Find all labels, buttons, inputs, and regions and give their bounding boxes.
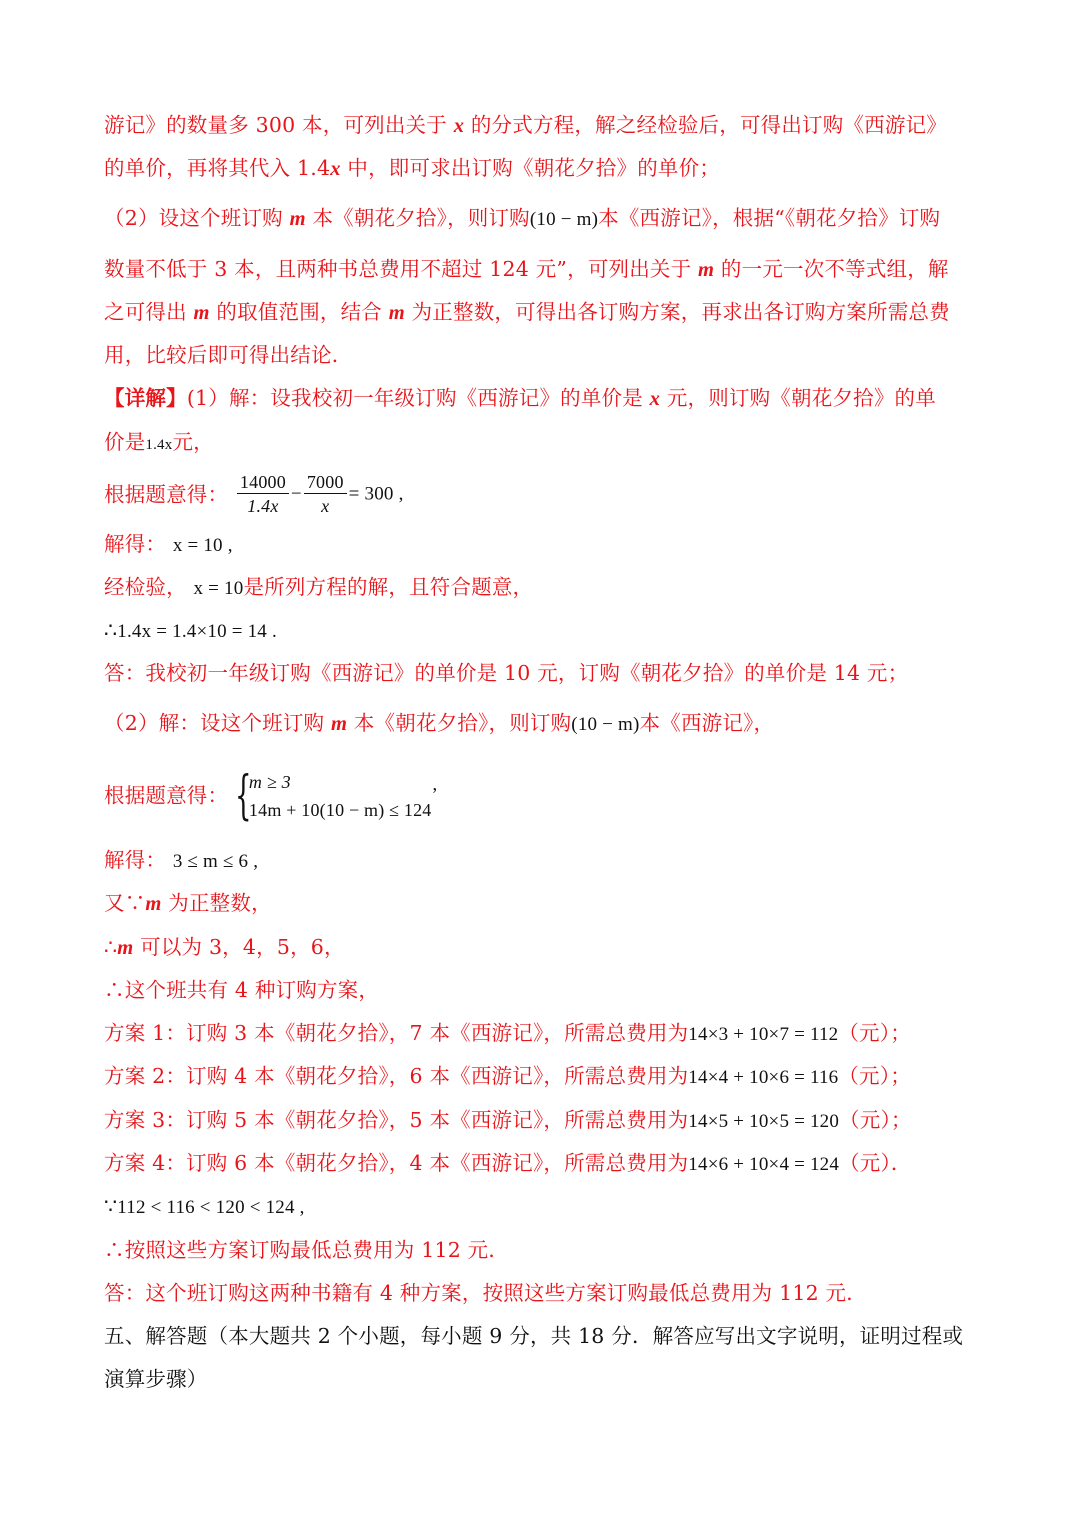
therefore-line-3: ∴这个班共有 4 种订购方案， [104, 978, 380, 1002]
plan-line-4: 方案 4：订购 6 本《朝花夕拾》，4 本《西游记》，所需总费用为14×6 + 10×4 = 124（元）． [104, 1151, 912, 1175]
detail-tag: 【详解】 [104, 386, 187, 410]
inequality-system-line: 根据题意得： { m ≥ 3 14m + 10(10 − m) ≤ 124 ’ [104, 765, 439, 826]
section-heading-line-1: 五、解答题（本大题共 2 个小题，每小题 9 分，共 18 分．解答应写出文字说明，证明过程或 [104, 1324, 964, 1348]
therefore-line-1: ∴1.4x = 1.4×10 = 14 . [104, 618, 277, 642]
detail-line-2: 价是1.4x元， [104, 430, 214, 454]
because-line: 又∵m 为正整数， [104, 891, 272, 915]
analysis-line-4: 数量不低于 3 本，且两种书总费用不超过 124 元”，可列出关于 m 的一元一次不等式组，解 [104, 257, 949, 281]
analysis-line-2: 的单价，再将其代入 1.4x 中，即可求出订购《朝花夕拾》的单价； [104, 156, 720, 180]
plan-line-3: 方案 3：订购 5 本《朝花夕拾》，5 本《西游记》，所需总费用为14×5 + 10×5 = 120（元）； [104, 1108, 912, 1132]
check-line: 经检验， x = 10是所列方程的解，且符合题意， [104, 575, 534, 599]
analysis-line-6: 用，比较后即可得出结论． [104, 343, 353, 367]
section-heading-line-2: 演算步骤） [104, 1367, 208, 1391]
comparison-line: ∵112 < 116 < 120 < 124 , [104, 1194, 305, 1218]
solve-line-1: 解得： x = 10 , [104, 532, 233, 556]
fraction-1: $\frac{14000}{1.4x}$ [237, 471, 289, 518]
analysis-line-5: 之可得出 m 的取值范围，结合 m 为正整数，可得出各订购方案，再求出各订购方案所需总费 [104, 300, 950, 324]
plan-line-1: 方案 1：订购 3 本《朝花夕拾》，7 本《西游记》，所需总费用为14×3 + 10×7 = 112（元）； [104, 1021, 911, 1045]
solve-line-2: 解得： 3 ≤ m ≤ 6 , [104, 848, 259, 872]
plan-line-2: 方案 2：订购 4 本《朝花夕拾》，6 本《西游记》，所需总费用为14×4 + 10×6 = 116（元）； [104, 1064, 911, 1088]
answer-line-2: 答：这个班订购这两种书籍有 4 种方案，按照这些方案订购最低总费用为 112 元． [104, 1281, 867, 1305]
therefore-line-2: ∴m 可以为 3，4，5，6， [104, 935, 345, 959]
answer-line-1: 答：我校初一年级订购《西游记》的单价是 10 元，订购《朝花夕拾》的单价是 14 元； [104, 661, 909, 685]
left-brace-icon: { [234, 765, 252, 826]
analysis-line-3: （2）设这个班订购 m 本《朝花夕拾》，则订购(10 − m)本《西游记》，根据“《朝花夕拾》订购 [104, 206, 941, 230]
therefore-line-4: ∴按照这些方案订购最低总费用为 112 元． [104, 1238, 510, 1262]
equation-line: 根据题意得： $\frac{14000}{1.4x}$ − $\frac{7000}{x}$ = 300 , [104, 472, 404, 516]
inequality-system: { m ≥ 3 14m + 10(10 − m) ≤ 124 [234, 765, 432, 826]
analysis-line-1: 游记》的数量多 300 本，可列出关于 x 的分式方程，解之经检验后，可得出订购《西游记》 [104, 113, 947, 137]
detail-line-1: 【详解】(1）解：设我校初一年级订购《西游记》的单价是 x 元，则订购《朝花夕拾》的单 [104, 386, 936, 410]
fraction-2: $\frac{7000}{x}$ [304, 471, 347, 518]
part2-line-1: （2）解：设这个班订购 m 本《朝花夕拾》，则订购(10 − m)本《西游记》， [104, 711, 775, 735]
